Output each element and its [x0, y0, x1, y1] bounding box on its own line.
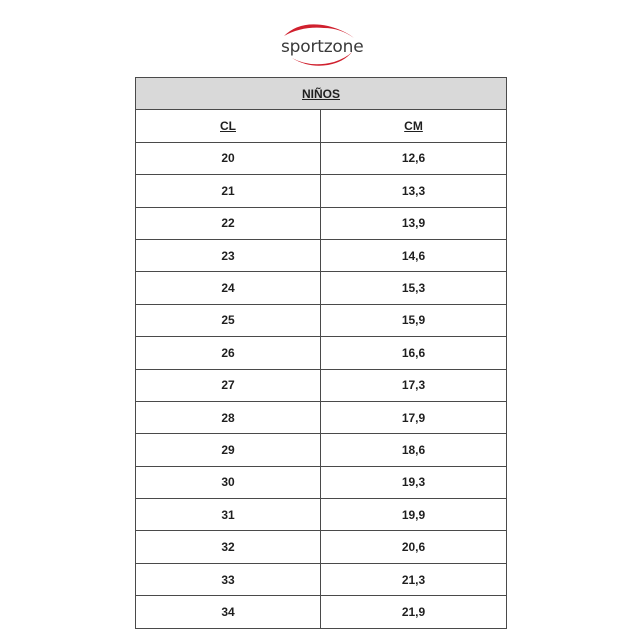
cell-cm: 16,6 — [321, 337, 507, 369]
size-chart-table — [135, 77, 507, 629]
cell-cm: 13,3 — [321, 175, 507, 207]
cell-cl: 32 — [136, 531, 321, 563]
cell-cm: 15,9 — [321, 304, 507, 336]
cell-cl: 24 — [136, 272, 321, 304]
cell-cm: 15,3 — [321, 272, 507, 304]
cell-cm: 18,6 — [321, 434, 507, 466]
sportzone-logo — [270, 22, 370, 66]
header-cm: CM — [321, 110, 507, 142]
cell-cl: 29 — [136, 434, 321, 466]
table-row — [136, 596, 507, 628]
cell-cm: 14,6 — [321, 239, 507, 271]
table-row — [136, 239, 507, 271]
table-row — [136, 207, 507, 239]
table-row — [136, 175, 507, 207]
cell-cm: 19,9 — [321, 499, 507, 531]
cell-cl: 26 — [136, 337, 321, 369]
cell-cl: 25 — [136, 304, 321, 336]
cell-cm: 17,3 — [321, 369, 507, 401]
cell-cm: 21,9 — [321, 596, 507, 628]
brand-name: sportzone — [281, 37, 364, 57]
cell-cl: 21 — [136, 175, 321, 207]
cell-cl: 30 — [136, 466, 321, 498]
cell-cl: 20 — [136, 142, 321, 174]
cell-cl: 33 — [136, 563, 321, 595]
table-row — [136, 499, 507, 531]
table-title: NIÑOS — [136, 78, 507, 110]
cell-cm: 12,6 — [321, 142, 507, 174]
table-row — [136, 434, 507, 466]
cell-cm: 20,6 — [321, 531, 507, 563]
table-row — [136, 272, 507, 304]
table-row — [136, 531, 507, 563]
cell-cm: 21,3 — [321, 563, 507, 595]
cell-cl: 28 — [136, 401, 321, 433]
cell-cl: 34 — [136, 596, 321, 628]
cell-cl: 27 — [136, 369, 321, 401]
table-row — [136, 466, 507, 498]
cell-cm: 13,9 — [321, 207, 507, 239]
cell-cm: 17,9 — [321, 401, 507, 433]
table-header-row — [136, 110, 507, 142]
table-row — [136, 401, 507, 433]
table-title-row — [136, 78, 507, 110]
table-row — [136, 563, 507, 595]
cell-cl: 23 — [136, 239, 321, 271]
table-row — [136, 369, 507, 401]
table-row — [136, 142, 507, 174]
table-row — [136, 337, 507, 369]
cell-cl: 31 — [136, 499, 321, 531]
table-row — [136, 304, 507, 336]
cell-cl: 22 — [136, 207, 321, 239]
cell-cm: 19,3 — [321, 466, 507, 498]
header-cl: CL — [136, 110, 321, 142]
